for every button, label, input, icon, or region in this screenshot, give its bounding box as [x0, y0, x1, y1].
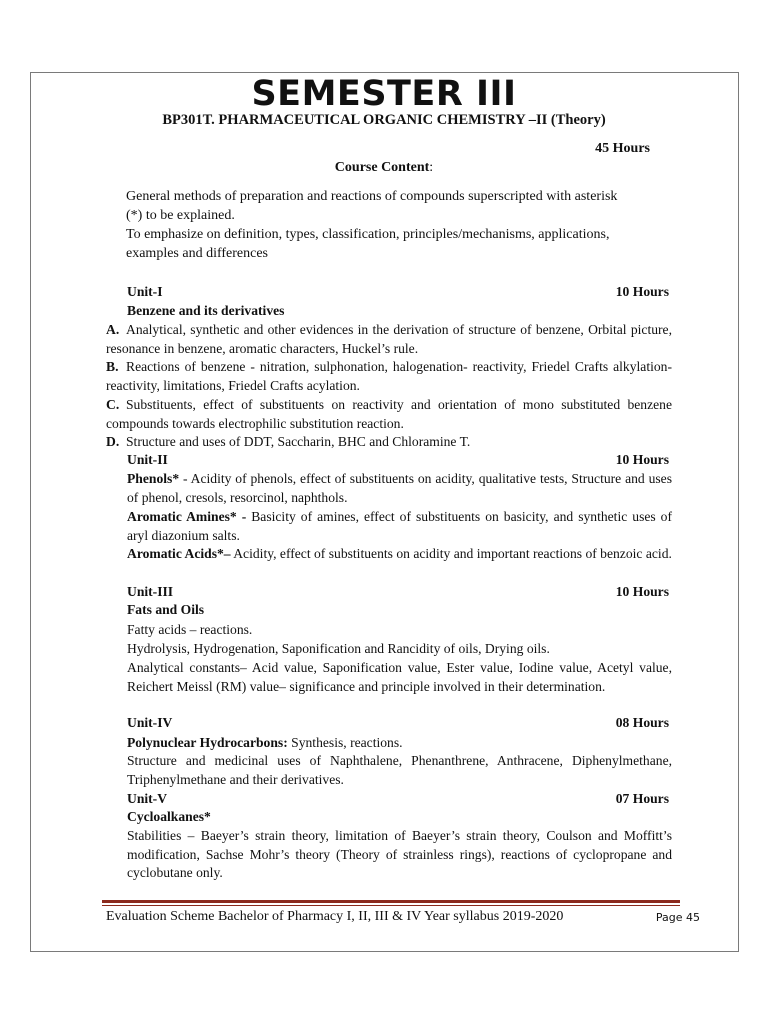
course-content-heading — [0, 160, 768, 176]
unit-4-header — [127, 715, 669, 731]
item-text: Reactions of benzene - nitration, sulphonation, halogenation- reactivity, Friedel Crafts alkylation-reactivity, limitations, Friedel Crafts acylation. — [106, 359, 672, 393]
unit-4-hours: 08 Hours — [615, 715, 669, 730]
unit-1-heading: Benzene and its derivatives — [127, 303, 285, 318]
footer-rule — [102, 900, 680, 903]
unit-2-header — [127, 452, 669, 468]
course-content-colon: : — [429, 160, 434, 175]
unit-3-line-1: Fatty acids – reactions. — [127, 622, 253, 637]
unit-1-hours: 10 Hours — [615, 284, 669, 299]
unit-5-heading: Cycloalkanes* — [127, 809, 211, 824]
unit-2-acids — [127, 545, 672, 564]
phenols-heading: Phenols* — [127, 471, 180, 486]
intro-line: To emphasize on definition, types, classification, principles/mechanisms, applications, — [126, 227, 610, 242]
unit-1-item-a — [106, 321, 672, 358]
course-content-label: Course Content — [334, 160, 430, 175]
item-text: Analytical, synthetic and other evidences in the derivation of structure of benzene, Orbital picture, resonance in benzene, aromatic characters, Huckel’s rule. — [106, 322, 672, 356]
intro-line: General methods of preparation and reactions of compounds superscripted with asterisk — [126, 189, 618, 204]
unit-3-heading: Fats and Oils — [127, 602, 205, 617]
footer-rule-thin — [102, 905, 680, 906]
polynuclear-heading: Polynuclear Hydrocarbons: — [127, 735, 288, 750]
intro-line: examples and differences — [126, 246, 269, 261]
unit-2-hours: 10 Hours — [615, 452, 669, 467]
course-subtitle: BP301T. PHARMACEUTICAL ORGANIC CHEMISTRY –II (Theory) — [162, 112, 606, 128]
unit-3-hours: 10 Hours — [615, 584, 669, 599]
page-title: SEMESTER III — [251, 74, 517, 114]
intro-line: (*) to be explained. — [126, 208, 235, 223]
item-text: Substituents, effect of substituents on reactivity and orientation of mono substituted benzene compounds towards electrophilic substitution reaction. — [106, 397, 672, 431]
footer-text: Evaluation Scheme Bachelor of Pharmacy I, II, III & IV Year syllabus 2019-2020 — [106, 909, 564, 924]
unit-1-header — [127, 284, 669, 300]
total-hours: 45 Hours — [595, 141, 650, 156]
unit-3-line-2: Hydrolysis, Hydrogenation, Saponification and Rancidity of oils, Drying oils. — [127, 641, 550, 656]
unit-5-text: Stabilities – Baeyer’s strain theory, limitation of Baeyer’s strain theory, Coulson and Moffitt’s modification, Sachse Mohr’s theory (Theory of strainless rings), reactions of cyclopropane and cyclobutane only. — [127, 828, 672, 881]
amines-heading: Aromatic Amines* - — [127, 509, 247, 524]
page-number: Page 45 — [655, 911, 700, 924]
intro-text — [126, 187, 666, 263]
item-text: Structure and uses of DDT, Saccharin, BHC and Chloramine T. — [126, 434, 471, 449]
unit-3-line-3: Analytical constants– Acid value, Saponification value, Ester value, Iodine value, Acetyl value, Reichert Meissl (RM) value– significance and principle involved in their determination. — [127, 660, 672, 694]
item-label: C. — [106, 397, 120, 412]
item-label: D. — [106, 434, 120, 449]
amines-text: Basicity of amines, effect of substituents on basicity, and synthetic uses of aryl diazonium salts. — [127, 509, 672, 543]
acids-text: Acidity, effect of substituents on acidity and important reactions of benzoic acid. — [230, 546, 672, 561]
unit-1-item-d — [106, 433, 672, 452]
item-label: A. — [106, 322, 120, 337]
unit-2-label: Unit-II — [127, 452, 168, 467]
unit-4-structure: Structure and medicinal uses of Naphthalene, Phenanthrene, Anthracene, Diphenylmethane, Triphenylmethane and their derivatives. — [127, 753, 672, 787]
phenols-text: - Acidity of phenols, effect of substituents on acidity, qualitative tests, Structure and uses of phenol, cresols, resorcinol, naphthols. — [127, 471, 672, 505]
item-label: B. — [106, 359, 119, 374]
acids-heading: Aromatic Acids*– — [127, 546, 231, 561]
polynuclear-text: Synthesis, reactions. — [287, 735, 403, 750]
unit-5-label: Unit-V — [127, 791, 168, 806]
unit-3-label: Unit-III — [127, 584, 174, 599]
unit-3-header — [127, 584, 669, 600]
unit-4-label: Unit-IV — [127, 715, 173, 730]
unit-4-polynuclear — [127, 734, 672, 753]
unit-1-item-b — [106, 358, 672, 395]
unit-5-header — [127, 791, 669, 807]
unit-1-item-c — [106, 396, 672, 433]
unit-1-label: Unit-I — [127, 284, 163, 299]
unit-2-amines — [127, 508, 672, 545]
unit-5-hours: 07 Hours — [615, 791, 669, 806]
unit-2-phenols — [127, 470, 672, 507]
